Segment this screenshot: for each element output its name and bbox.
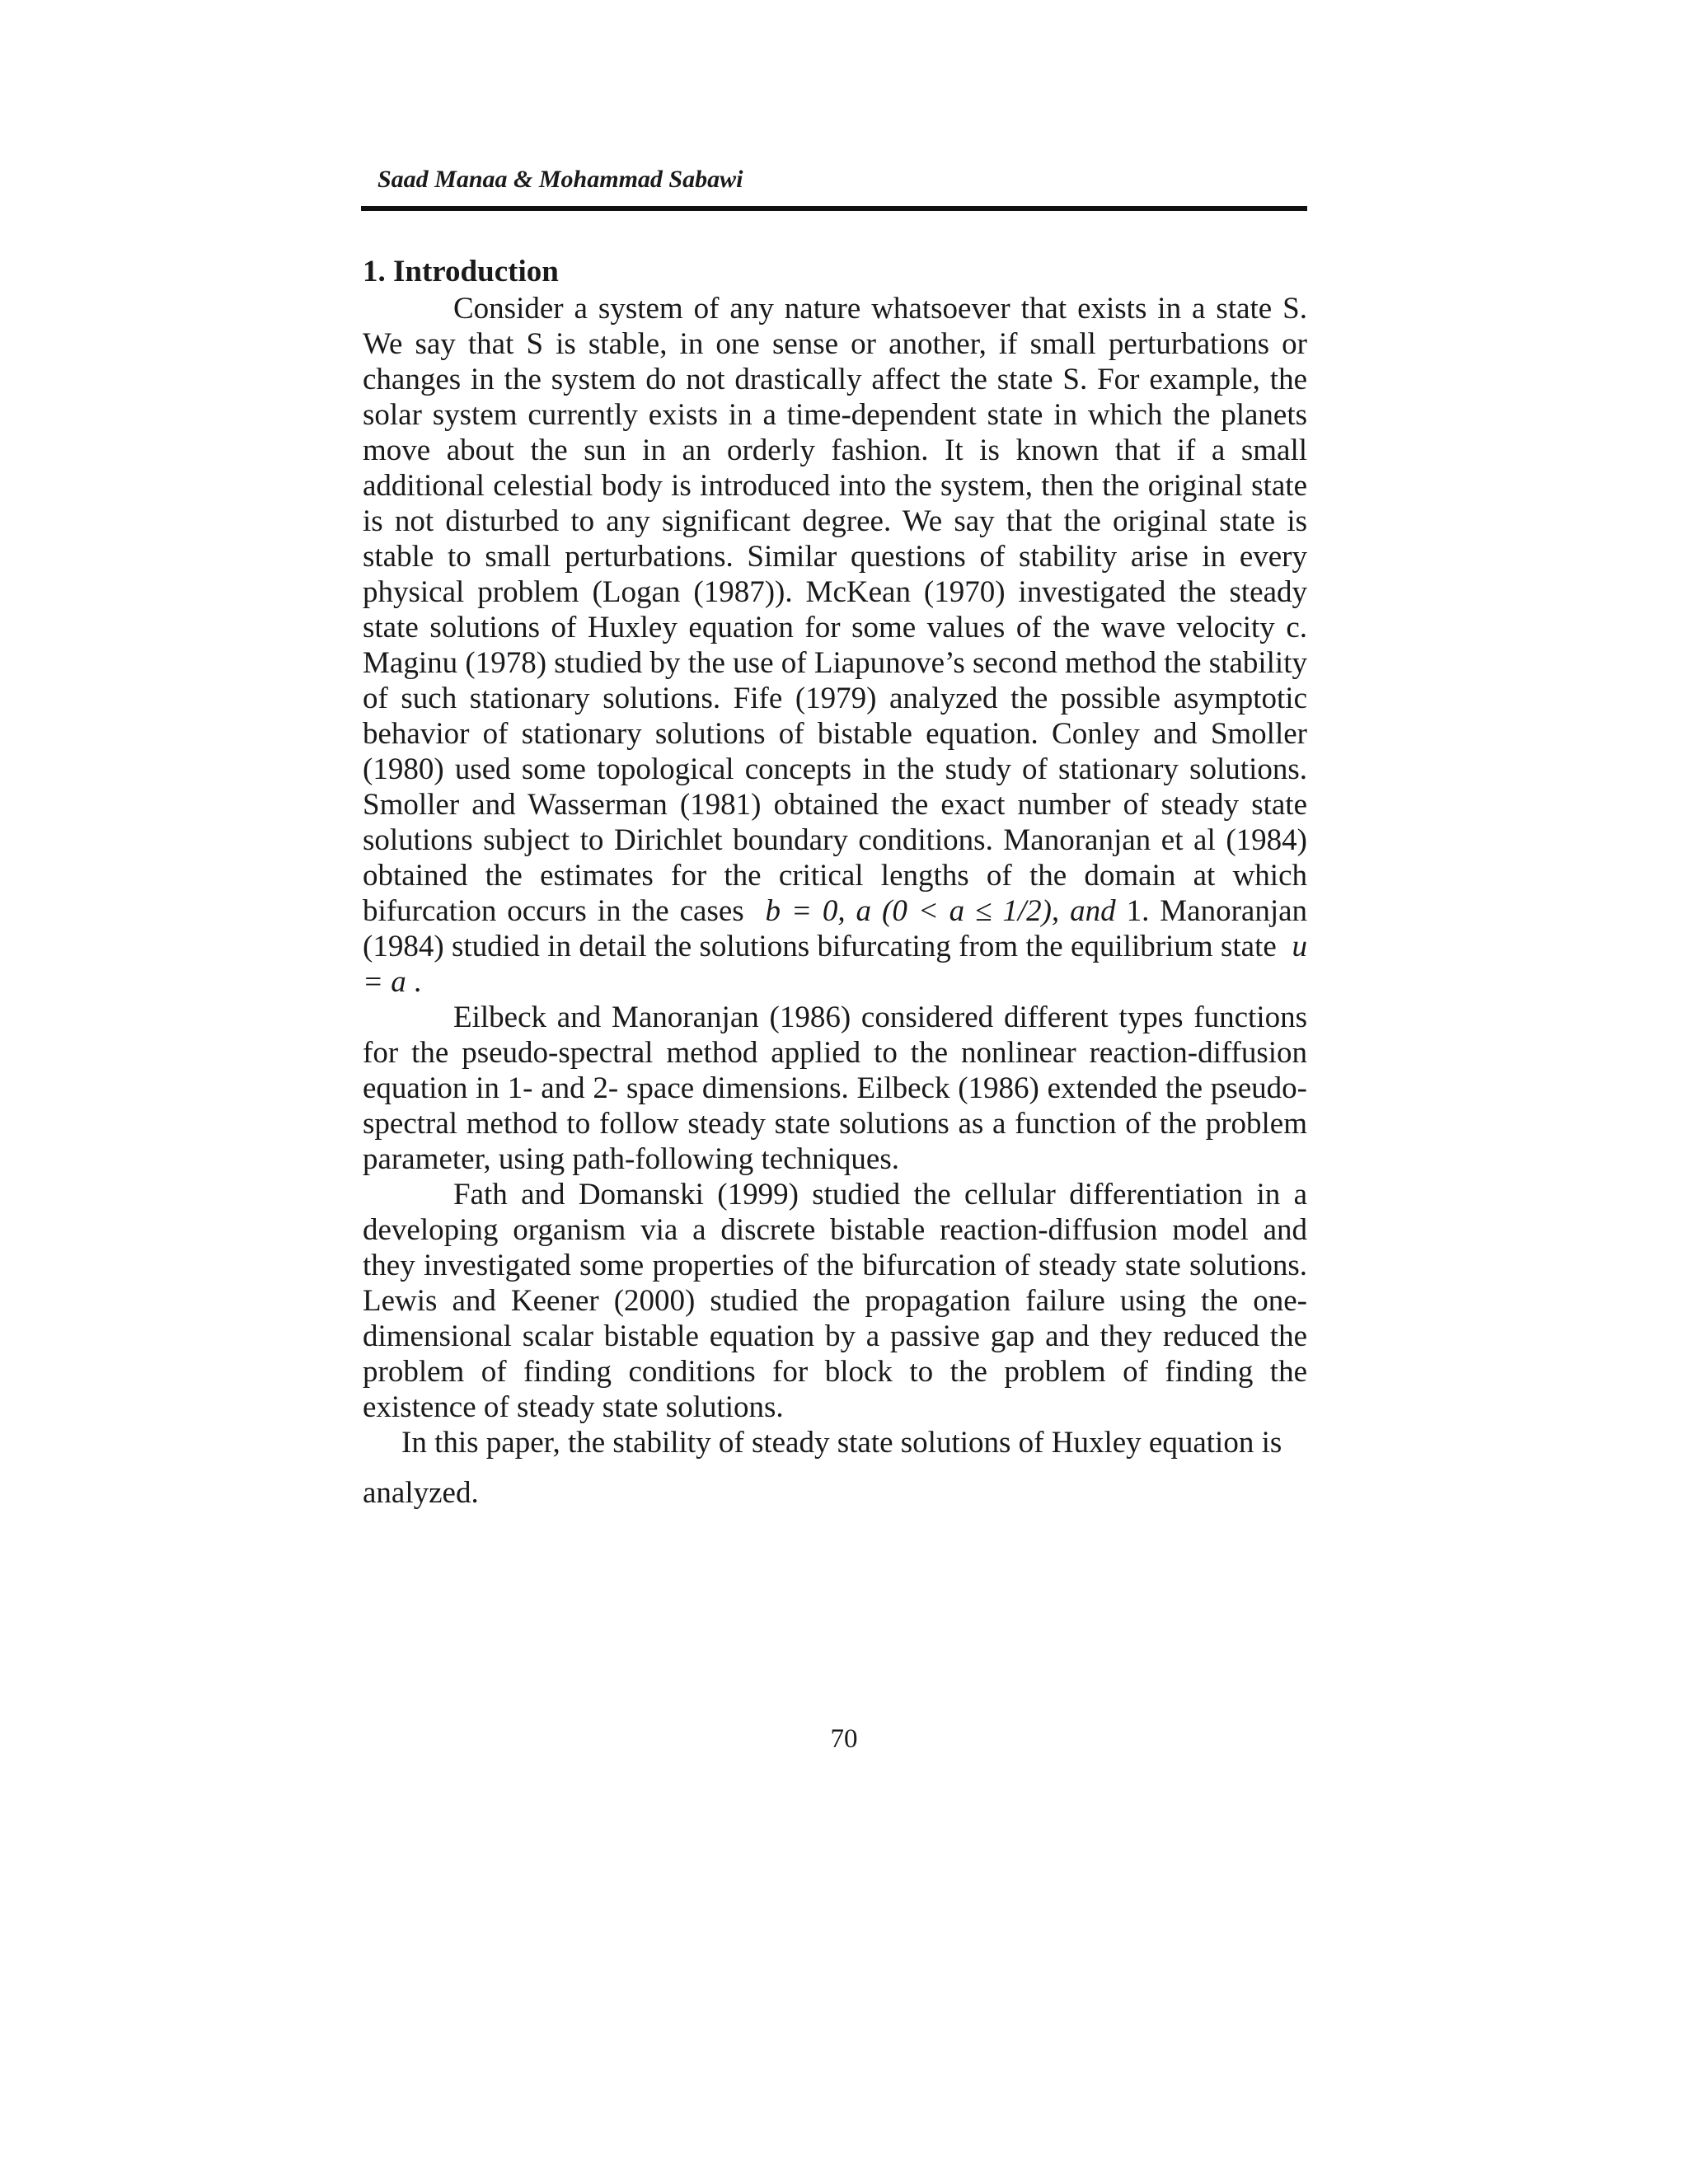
paragraph-1-continued: Manoranjan (1984) studied in detail the solutions bifurcating from the equilibrium state <box>363 894 1308 963</box>
paragraph-4-tail: analyzed. <box>363 1476 479 1510</box>
article-body <box>363 253 1307 1511</box>
paragraph-4: In this paper, the stability of steady state solutions of Huxley equation is <box>401 1426 1282 1460</box>
paragraph-1 <box>363 291 1307 1000</box>
math-and: and <box>1070 894 1116 928</box>
paragraph-1-text: Consider a system of any nature whatsoever that exists in a state S. We say that S is stable, in one sense or another, if small perturbations or changes in the system do not drastically affect the state S. For example, the solar system currently exists in a time-dependent state in which the planets move about the sun in an orderly fashion. It is known that if a small additional celestial body is introduced into the system, then the original state is not disturbed to any significant degree. We say that the original state is stable to small perturbations. Similar questions of stability arise in every physical problem (Logan (1987)). McKean (1970) investigated the steady state solutions of Huxley equation for some values of the wave velocity c. Maginu (1978) studied by the use of Liapunove’s second method the stability of such stationary solutions. Fife (1979) analyzed the possible asymptotic behavior of stationary solutions of bistable equation. Conley and Smoller (1980) used some topological concepts in the study of stationary solutions. Smoller and Wasserman (1981) obtained the exact number of steady state solutions subject to Dirichlet boundary conditions. Manoranjan et al (1984) obtained the estimates for the critical lengths of the domain at which bifurcation occurs in the cases <box>363 292 1307 928</box>
section-title: 1. Introduction <box>363 255 559 288</box>
paragraph-2: Eilbeck and Manoranjan (1986) considered different types functions for the pseudo-spectral method applied to the nonlinear reaction-diffusion equation in 1- and 2- space dimensions. Eilbeck (1986) extended the pseudo-spectral method to follow steady state solutions as a function of the problem parameter, using path-following techniques. <box>363 1001 1307 1176</box>
math-b-equals: b = 0, a <box>765 894 872 928</box>
paragraph-3: Fath and Domanski (1999) studied the cellular differentiation in a developing organism via a discrete bistable reaction-diffusion model and they investigated some properties of the bifurcation of steady state solutions. Lewis and Keener (2000) studied the propagation failure using the one-dimensional scalar bistable equation by a passive gap and they reduced the problem of finding conditions for block to the problem of finding the existence of steady state solutions. <box>363 1178 1307 1424</box>
header-rule <box>361 206 1307 211</box>
page-number: 70 <box>830 1724 858 1754</box>
paragraph-1-end: . <box>413 965 422 999</box>
running-header: Saad Manaa & Mohammad Sabawi <box>377 166 743 193</box>
math-a-range: (0 < a ≤ 1/2), <box>882 894 1060 928</box>
math-u-equals-a: u = a <box>363 930 1307 999</box>
math-one: 1. <box>1126 894 1150 928</box>
